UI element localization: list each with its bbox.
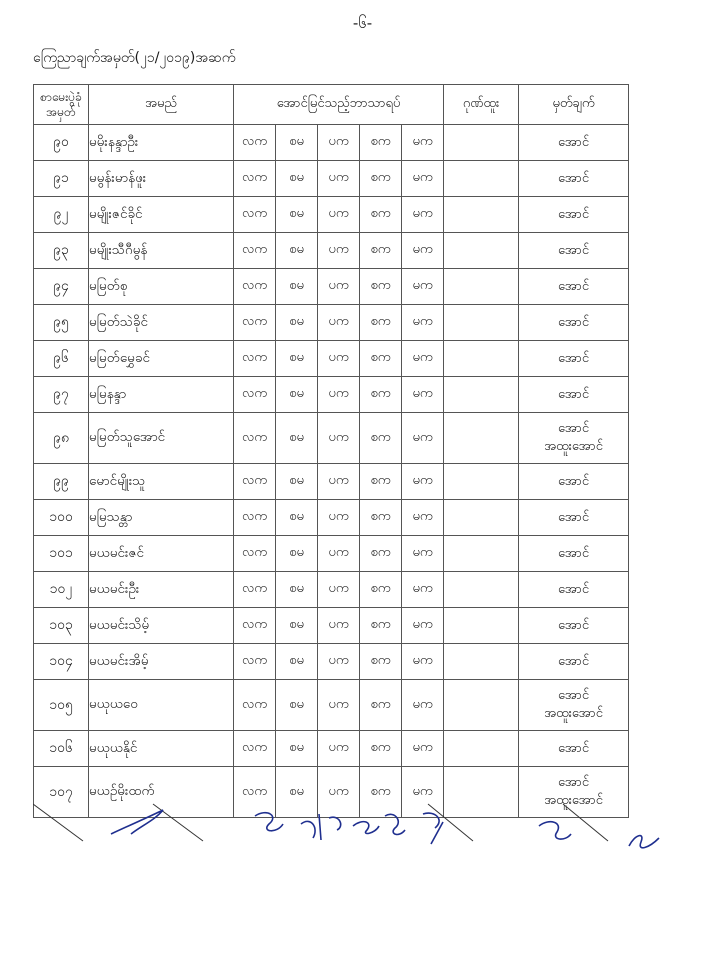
subject-cell: စက bbox=[360, 161, 402, 197]
table-row bbox=[34, 644, 629, 680]
remark-text: အောင် bbox=[558, 473, 590, 489]
subject-cell: စမ bbox=[276, 269, 318, 305]
remark-text: အောင် bbox=[558, 421, 590, 436]
roll-number: ၁၀၄ bbox=[34, 644, 89, 680]
subject-cell: စက bbox=[360, 377, 402, 413]
distinction-cell bbox=[444, 608, 519, 644]
document-heading: ကြေညာချက်အမှတ်(၂၁/၂၀၁၉)အဆက် bbox=[33, 50, 236, 66]
table-row bbox=[34, 500, 629, 536]
subject-cell: မက bbox=[402, 767, 444, 818]
subject-cell: ပက bbox=[318, 608, 360, 644]
subject-cell: လက bbox=[234, 413, 276, 464]
subject-cell: ပက bbox=[318, 233, 360, 269]
subject-cell: လက bbox=[234, 197, 276, 233]
subject-cell: စက bbox=[360, 572, 402, 608]
subject-cell: လက bbox=[234, 125, 276, 161]
subject-cell: မက bbox=[402, 644, 444, 680]
remark-cell bbox=[519, 731, 629, 767]
subject-cell: လက bbox=[234, 305, 276, 341]
subject-cell: စမ bbox=[276, 608, 318, 644]
remark-cell bbox=[519, 197, 629, 233]
distinction-cell bbox=[444, 377, 519, 413]
student-name: မမျိုးသီဂီမွန် bbox=[89, 233, 234, 269]
signature-3 bbox=[301, 814, 341, 840]
subject-cell: စက bbox=[360, 197, 402, 233]
roll-number: ၁၀၆ bbox=[34, 731, 89, 767]
remark-distinction: အထူးအောင် bbox=[544, 793, 603, 808]
subject-cell: မက bbox=[402, 608, 444, 644]
subject-cell: စက bbox=[360, 341, 402, 377]
subject-cell: မက bbox=[402, 680, 444, 731]
student-name: မယမင်းဇင် bbox=[89, 536, 234, 572]
signature-2 bbox=[255, 813, 283, 831]
remark-cell bbox=[519, 269, 629, 305]
table-row bbox=[34, 341, 629, 377]
subject-cell: စက bbox=[360, 500, 402, 536]
student-name: မယမင်းဦး bbox=[89, 572, 234, 608]
roll-number: ၁၀၃ bbox=[34, 608, 89, 644]
subject-cell: စမ bbox=[276, 341, 318, 377]
table-row bbox=[34, 680, 629, 731]
signature-8 bbox=[629, 836, 659, 848]
subject-cell: စမ bbox=[276, 464, 318, 500]
distinction-cell bbox=[444, 680, 519, 731]
subject-cell: စက bbox=[360, 644, 402, 680]
roll-number: ၉၄ bbox=[34, 269, 89, 305]
subject-cell: စက bbox=[360, 680, 402, 731]
student-name: မမြနန္ဒာ bbox=[89, 377, 234, 413]
subject-cell: မက bbox=[402, 125, 444, 161]
subject-cell: စမ bbox=[276, 680, 318, 731]
roll-number: ၉၀ bbox=[34, 125, 89, 161]
subject-cell: စမ bbox=[276, 767, 318, 818]
student-name: မောင်မျိုးသူ bbox=[89, 464, 234, 500]
subject-cell: စက bbox=[360, 767, 402, 818]
subject-cell: ပက bbox=[318, 161, 360, 197]
subject-cell: စက bbox=[360, 125, 402, 161]
table-row bbox=[34, 608, 629, 644]
distinction-cell bbox=[444, 731, 519, 767]
subject-cell: စမ bbox=[276, 644, 318, 680]
table-row bbox=[34, 377, 629, 413]
student-name: မမြတ်မွှေခင် bbox=[89, 341, 234, 377]
subject-cell: လက bbox=[234, 341, 276, 377]
remark-text: အောင် bbox=[558, 350, 590, 366]
subject-cell: လက bbox=[234, 608, 276, 644]
table-row bbox=[34, 464, 629, 500]
subject-cell: လက bbox=[234, 680, 276, 731]
subject-cell: စမ bbox=[276, 377, 318, 413]
subject-cell: ပက bbox=[318, 644, 360, 680]
table-row bbox=[34, 233, 629, 269]
distinction-cell bbox=[444, 464, 519, 500]
remark-text: အောင် bbox=[558, 134, 590, 150]
remark-cell bbox=[519, 644, 629, 680]
roll-number: ၉၂ bbox=[34, 197, 89, 233]
subject-cell: စက bbox=[360, 269, 402, 305]
subject-cell: ပက bbox=[318, 572, 360, 608]
remark-text: အောင် bbox=[558, 170, 590, 186]
subject-cell: ပက bbox=[318, 269, 360, 305]
signature-6 bbox=[423, 813, 443, 844]
subject-cell: ပက bbox=[318, 731, 360, 767]
subject-cell: မက bbox=[402, 536, 444, 572]
remark-text: အောင် bbox=[558, 740, 590, 756]
header-roll-no: စာမေးပွဲခုံအမှတ် bbox=[34, 85, 89, 125]
student-name: မမွန်းမာန်ဖူး bbox=[89, 161, 234, 197]
subject-cell: စမ bbox=[276, 125, 318, 161]
remark-text: အောင် bbox=[558, 206, 590, 222]
subject-cell: စက bbox=[360, 731, 402, 767]
subject-cell: ပက bbox=[318, 125, 360, 161]
remark-cell bbox=[519, 500, 629, 536]
subject-cell: စမ bbox=[276, 731, 318, 767]
roll-number: ၉၃ bbox=[34, 233, 89, 269]
roll-number: ၉၆ bbox=[34, 341, 89, 377]
student-name: မမြသန္တာ bbox=[89, 500, 234, 536]
distinction-cell bbox=[444, 305, 519, 341]
subject-cell: လက bbox=[234, 536, 276, 572]
subject-cell: မက bbox=[402, 305, 444, 341]
page-number: -၆- bbox=[352, 14, 373, 32]
subject-cell: လက bbox=[234, 500, 276, 536]
roll-number: ၁၀၂ bbox=[34, 572, 89, 608]
table-row bbox=[34, 161, 629, 197]
subject-cell: လက bbox=[234, 161, 276, 197]
roll-number: ၉၅ bbox=[34, 305, 89, 341]
distinction-cell bbox=[444, 269, 519, 305]
table-header-row bbox=[34, 85, 629, 125]
remark-cell bbox=[519, 233, 629, 269]
student-name: မယုယဝေ bbox=[89, 680, 234, 731]
remark-cell bbox=[519, 464, 629, 500]
header-name: အမည် bbox=[89, 85, 234, 125]
remark-cell bbox=[519, 680, 629, 731]
table-row bbox=[34, 125, 629, 161]
remark-cell bbox=[519, 536, 629, 572]
remark-text: အောင် bbox=[558, 386, 590, 402]
subject-cell: မက bbox=[402, 464, 444, 500]
distinction-cell bbox=[444, 161, 519, 197]
subject-cell: စမ bbox=[276, 233, 318, 269]
table-row bbox=[34, 413, 629, 464]
distinction-cell bbox=[444, 233, 519, 269]
signature-4 bbox=[353, 822, 379, 834]
remark-text: အောင် bbox=[558, 278, 590, 294]
roll-number: ၉၇ bbox=[34, 377, 89, 413]
subject-cell: ပက bbox=[318, 680, 360, 731]
distinction-cell bbox=[444, 536, 519, 572]
student-name: မယမင်းအိမ့် bbox=[89, 644, 234, 680]
remark-text: အောင် bbox=[558, 617, 590, 633]
subject-cell: မက bbox=[402, 269, 444, 305]
subject-cell: စမ bbox=[276, 161, 318, 197]
subject-cell: စမ bbox=[276, 500, 318, 536]
subject-cell: လက bbox=[234, 644, 276, 680]
roll-number: ၉၉ bbox=[34, 464, 89, 500]
subject-cell: ပက bbox=[318, 464, 360, 500]
subject-cell: စက bbox=[360, 464, 402, 500]
subject-cell: ပက bbox=[318, 305, 360, 341]
signature-7 bbox=[539, 822, 571, 839]
subject-cell: ပက bbox=[318, 377, 360, 413]
remark-text: အောင် bbox=[558, 688, 590, 703]
distinction-cell bbox=[444, 572, 519, 608]
student-name: မမြတ်စု bbox=[89, 269, 234, 305]
subject-cell: လက bbox=[234, 377, 276, 413]
remark-text: အောင် bbox=[558, 242, 590, 258]
roll-number: ၁၀၀ bbox=[34, 500, 89, 536]
roll-number: ၁၀၁ bbox=[34, 536, 89, 572]
subject-cell: လက bbox=[234, 269, 276, 305]
subject-cell: စက bbox=[360, 413, 402, 464]
student-name: မမျိုးဇင်ခိုင် bbox=[89, 197, 234, 233]
remark-text: အောင် bbox=[558, 653, 590, 669]
table-row bbox=[34, 572, 629, 608]
student-name: မယမင်းသိမ့် bbox=[89, 608, 234, 644]
remark-cell bbox=[519, 377, 629, 413]
header-subjects: အောင်မြင်သည့်ဘာသာရပ် bbox=[234, 85, 444, 125]
subject-cell: စက bbox=[360, 305, 402, 341]
subject-cell: မက bbox=[402, 233, 444, 269]
roll-number: ၉၁ bbox=[34, 161, 89, 197]
subject-cell: မက bbox=[402, 377, 444, 413]
student-name: မယုယနိုင် bbox=[89, 731, 234, 767]
signature-1 bbox=[111, 810, 163, 834]
remark-cell bbox=[519, 608, 629, 644]
subject-cell: စက bbox=[360, 536, 402, 572]
subject-cell: မက bbox=[402, 197, 444, 233]
results-table bbox=[33, 84, 629, 818]
remark-text: အောင် bbox=[558, 581, 590, 597]
remark-cell bbox=[519, 305, 629, 341]
distinction-cell bbox=[444, 500, 519, 536]
subject-cell: ပက bbox=[318, 500, 360, 536]
remark-cell bbox=[519, 572, 629, 608]
subject-cell: လက bbox=[234, 572, 276, 608]
subject-cell: စမ bbox=[276, 305, 318, 341]
signature-area bbox=[33, 796, 693, 866]
header-remarks: မှတ်ချက် bbox=[519, 85, 629, 125]
remark-distinction: အထူးအောင် bbox=[544, 439, 603, 454]
subject-cell: မက bbox=[402, 413, 444, 464]
remark-cell bbox=[519, 341, 629, 377]
subject-cell: လက bbox=[234, 464, 276, 500]
remark-cell bbox=[519, 161, 629, 197]
remark-cell bbox=[519, 125, 629, 161]
subject-cell: မက bbox=[402, 500, 444, 536]
subject-cell: စမ bbox=[276, 572, 318, 608]
header-distinction: ဂုဏ်ထူး bbox=[444, 85, 519, 125]
table-row bbox=[34, 731, 629, 767]
table-row bbox=[34, 197, 629, 233]
remark-text: အောင် bbox=[558, 775, 590, 790]
subject-cell: လက bbox=[234, 233, 276, 269]
subject-cell: မက bbox=[402, 731, 444, 767]
subject-cell: စမ bbox=[276, 536, 318, 572]
table-row bbox=[34, 305, 629, 341]
student-name: မယဉ်မိုးထက် bbox=[89, 767, 234, 818]
roll-number: ၁၀၅ bbox=[34, 680, 89, 731]
subject-cell: ပက bbox=[318, 413, 360, 464]
subject-cell: ပက bbox=[318, 341, 360, 377]
distinction-cell bbox=[444, 413, 519, 464]
remark-cell bbox=[519, 413, 629, 464]
remark-text: အောင် bbox=[558, 509, 590, 525]
subject-cell: လက bbox=[234, 767, 276, 818]
subject-cell: စက bbox=[360, 233, 402, 269]
student-name: မမိုးနန္ဒာဦး bbox=[89, 125, 234, 161]
distinction-cell bbox=[444, 197, 519, 233]
subject-cell: စမ bbox=[276, 197, 318, 233]
subject-cell: ပက bbox=[318, 197, 360, 233]
subject-cell: လက bbox=[234, 731, 276, 767]
subject-cell: စက bbox=[360, 608, 402, 644]
distinction-cell bbox=[444, 341, 519, 377]
remark-text: အောင် bbox=[558, 545, 590, 561]
student-name: မမြတ်သူအောင် bbox=[89, 413, 234, 464]
subject-cell: မက bbox=[402, 341, 444, 377]
roll-number: ၁၀၇ bbox=[34, 767, 89, 818]
subject-cell: မက bbox=[402, 161, 444, 197]
roll-number: ၉၈ bbox=[34, 413, 89, 464]
subject-cell: စမ bbox=[276, 413, 318, 464]
subject-cell: ပက bbox=[318, 767, 360, 818]
student-name: မမြတ်သဲခိုင် bbox=[89, 305, 234, 341]
remark-distinction: အထူးအောင် bbox=[544, 706, 603, 721]
subject-cell: မက bbox=[402, 572, 444, 608]
remark-text: အောင် bbox=[558, 314, 590, 330]
table-row bbox=[34, 269, 629, 305]
signature-5 bbox=[385, 814, 405, 834]
distinction-cell bbox=[444, 125, 519, 161]
distinction-cell bbox=[444, 644, 519, 680]
subject-cell: ပက bbox=[318, 536, 360, 572]
table-row bbox=[34, 536, 629, 572]
